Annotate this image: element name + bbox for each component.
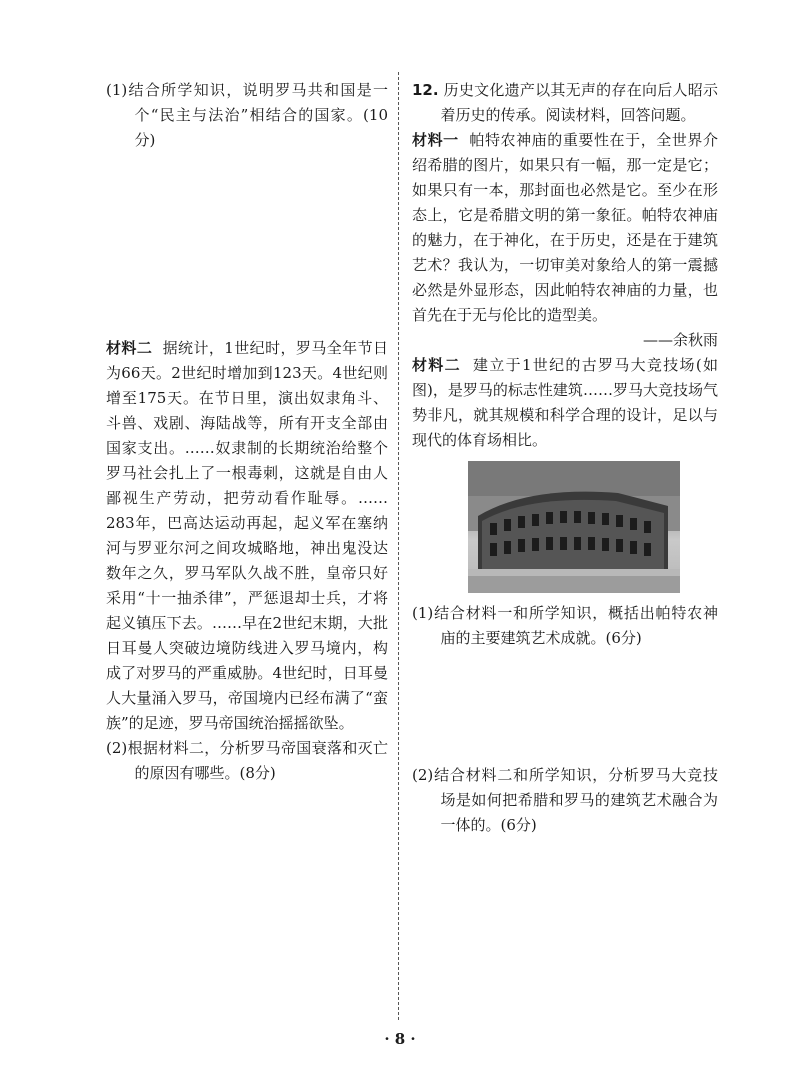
page-number: · 8 · — [384, 1030, 416, 1048]
column-divider — [398, 72, 399, 1020]
left-column — [106, 78, 388, 786]
right-column — [412, 78, 718, 838]
answer-space — [106, 153, 388, 336]
material-text: 帕特农神庙的重要性在于，全世界介绍希腊的图片，如果只有一幅，那一定是它；如果只有一本，那封面也必然是它。至少在形态上，它是希腊文明的第一象征。帕特农神庙的魅力，在于神化，在于历史，还是在于建筑艺术？我认为，一切审美对象给人的第一震撼必然是外显形态，因此帕特农神庙的力量，也首先在于无与伦比的造型美。 — [412, 131, 718, 324]
material-label: 材料一 — [412, 131, 459, 149]
material-2-right — [412, 353, 718, 453]
material-text: 据统计，1世纪时，罗马全年节日为66天。2世纪时增加到123天。4世纪则增至175天。在节日里，演出奴隶角斗、斗兽、戏剧、海陆战等，所有开支全部由国家支出。……奴隶制的长期统治给整个罗马社会扎上了一根毒刺，这就是自由人鄙视生产劳动，把劳动看作耻辱。……283年，巴高达运动再起，起义军在塞纳河与罗亚尔河之间攻城略地，神出鬼没达数年之久，罗马军队久战不胜，皇帝只好采用“十一抽杀律”，严惩退却士兵，才将起义镇压下去。……早在2世纪末期，大批日耳曼人突破边境防线进入罗马境内，构成了对罗马的严重威胁。4世纪时，日耳曼人大量涌入罗马，帝国境内已经布满了“蛮族”的足迹，罗马帝国统治摇摇欲坠。 — [106, 339, 388, 732]
material-label: 材料二 — [412, 356, 461, 374]
material-2-left — [106, 336, 388, 736]
question-number: 12. — [412, 81, 439, 99]
question-11-part-1: (1)结合所学知识，说明罗马共和国是一个“民主与法治”相结合的国家。(10分) — [106, 81, 388, 149]
material-1 — [412, 128, 718, 328]
question-12-part-1: (1)结合材料一和所学知识，概括出帕特农神庙的主要建筑艺术成就。(6分) — [412, 604, 718, 647]
material-label: 材料二 — [106, 339, 153, 357]
colosseum-illustration — [468, 461, 680, 593]
answer-space — [412, 651, 718, 763]
material-1-attribution: ——余秋雨 — [642, 331, 718, 349]
question-12-part-2: (2)结合材料二和所学知识，分析罗马大竞技场是如何把希腊和罗马的建筑艺术融合为一体的。(6分) — [412, 766, 718, 834]
colosseum-photo — [468, 461, 680, 593]
material-text: 建立于1世纪的古罗马大竞技场(如图)，是罗马的标志性建筑……罗马大竞技场气势非凡，就其规模和科学合理的设计，足以与现代的体育场相比。 — [412, 356, 718, 449]
question-12-intro — [412, 78, 718, 128]
question-11-part-2: (2)根据材料二，分析罗马帝国衰落和灭亡的原因有哪些。(8分) — [106, 739, 388, 782]
question-intro-text: 历史文化遗产以其无声的存在向后人昭示着历史的传承。阅读材料，回答问题。 — [440, 81, 718, 124]
